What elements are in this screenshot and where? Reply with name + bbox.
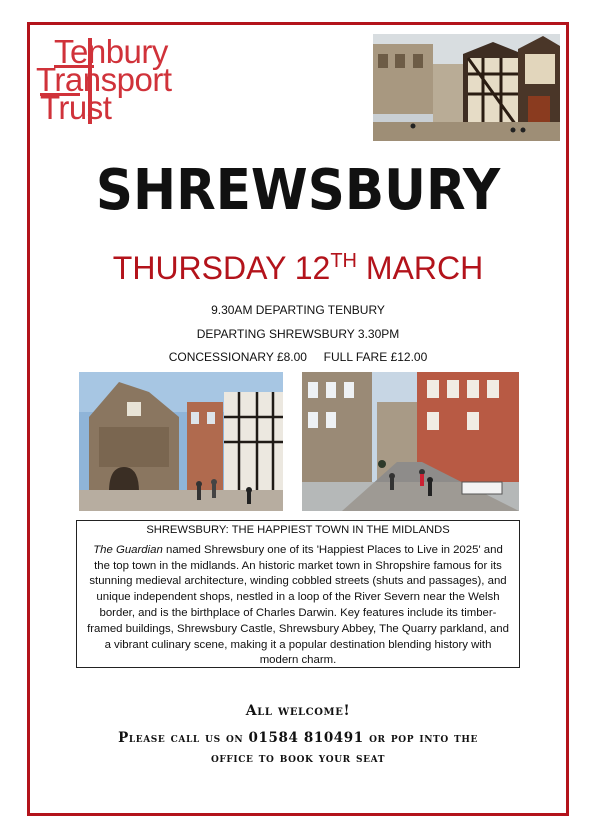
shrewsbury-description xyxy=(76,520,520,668)
description-body xyxy=(85,543,511,669)
booking-line-2: office to book your seat xyxy=(210,750,385,766)
trip-date xyxy=(0,250,596,287)
date-suffix: TH xyxy=(330,250,357,272)
market-hall-photo xyxy=(79,372,283,511)
booking-line-1: Please call us on 01584 810491 or pop into the xyxy=(118,730,478,746)
date-month: MARCH xyxy=(357,250,484,286)
logo-line-transport: Transport xyxy=(36,61,172,98)
departure-tenbury: 9.30AM DEPARTING TENBURY xyxy=(211,303,385,317)
concessionary-fare: CONCESSIONARY £8.00 xyxy=(168,350,307,364)
historic-street-painting xyxy=(373,34,560,141)
full-fare: FULL FARE £12.00 xyxy=(323,350,428,364)
all-welcome: All welcome! xyxy=(245,703,351,719)
departure-shrewsbury: DEPARTING SHREWSBURY 3.30PM xyxy=(196,327,400,341)
logo-line-tenbury: Tenbury xyxy=(54,33,168,70)
high-street-photo xyxy=(302,372,519,511)
description-heading: SHREWSBURY: THE HAPPIEST TOWN IN THE MIDLANDS xyxy=(146,524,450,536)
tenbury-transport-trust-logo xyxy=(36,35,256,125)
logo-line-trust: Trust xyxy=(40,89,112,126)
description-text: named Shrewsbury one of its 'Happiest Places to Live in 2025' and the top town in the midlands. An historic market town in Shropshire famous for its stunning medieval architecture, winding cobbled streets (shuts and passages), and unique independent shops, nestled in a loop of the River Severn near the Welsh border, and is the birthplace of Charles Darwin. Key features include its timber-framed buildings, Shrewsbury Castle, Shrewsbury Abbey, The Quarry parkland, and a vibrant culinary scene, making it a popular destination blending history with modern charm. xyxy=(87,543,509,667)
description-source: The Guardian xyxy=(93,543,163,556)
fares xyxy=(0,350,596,364)
date-day: THURSDAY 12 xyxy=(112,250,331,286)
poster-title: SHREWSBURY xyxy=(95,158,501,223)
